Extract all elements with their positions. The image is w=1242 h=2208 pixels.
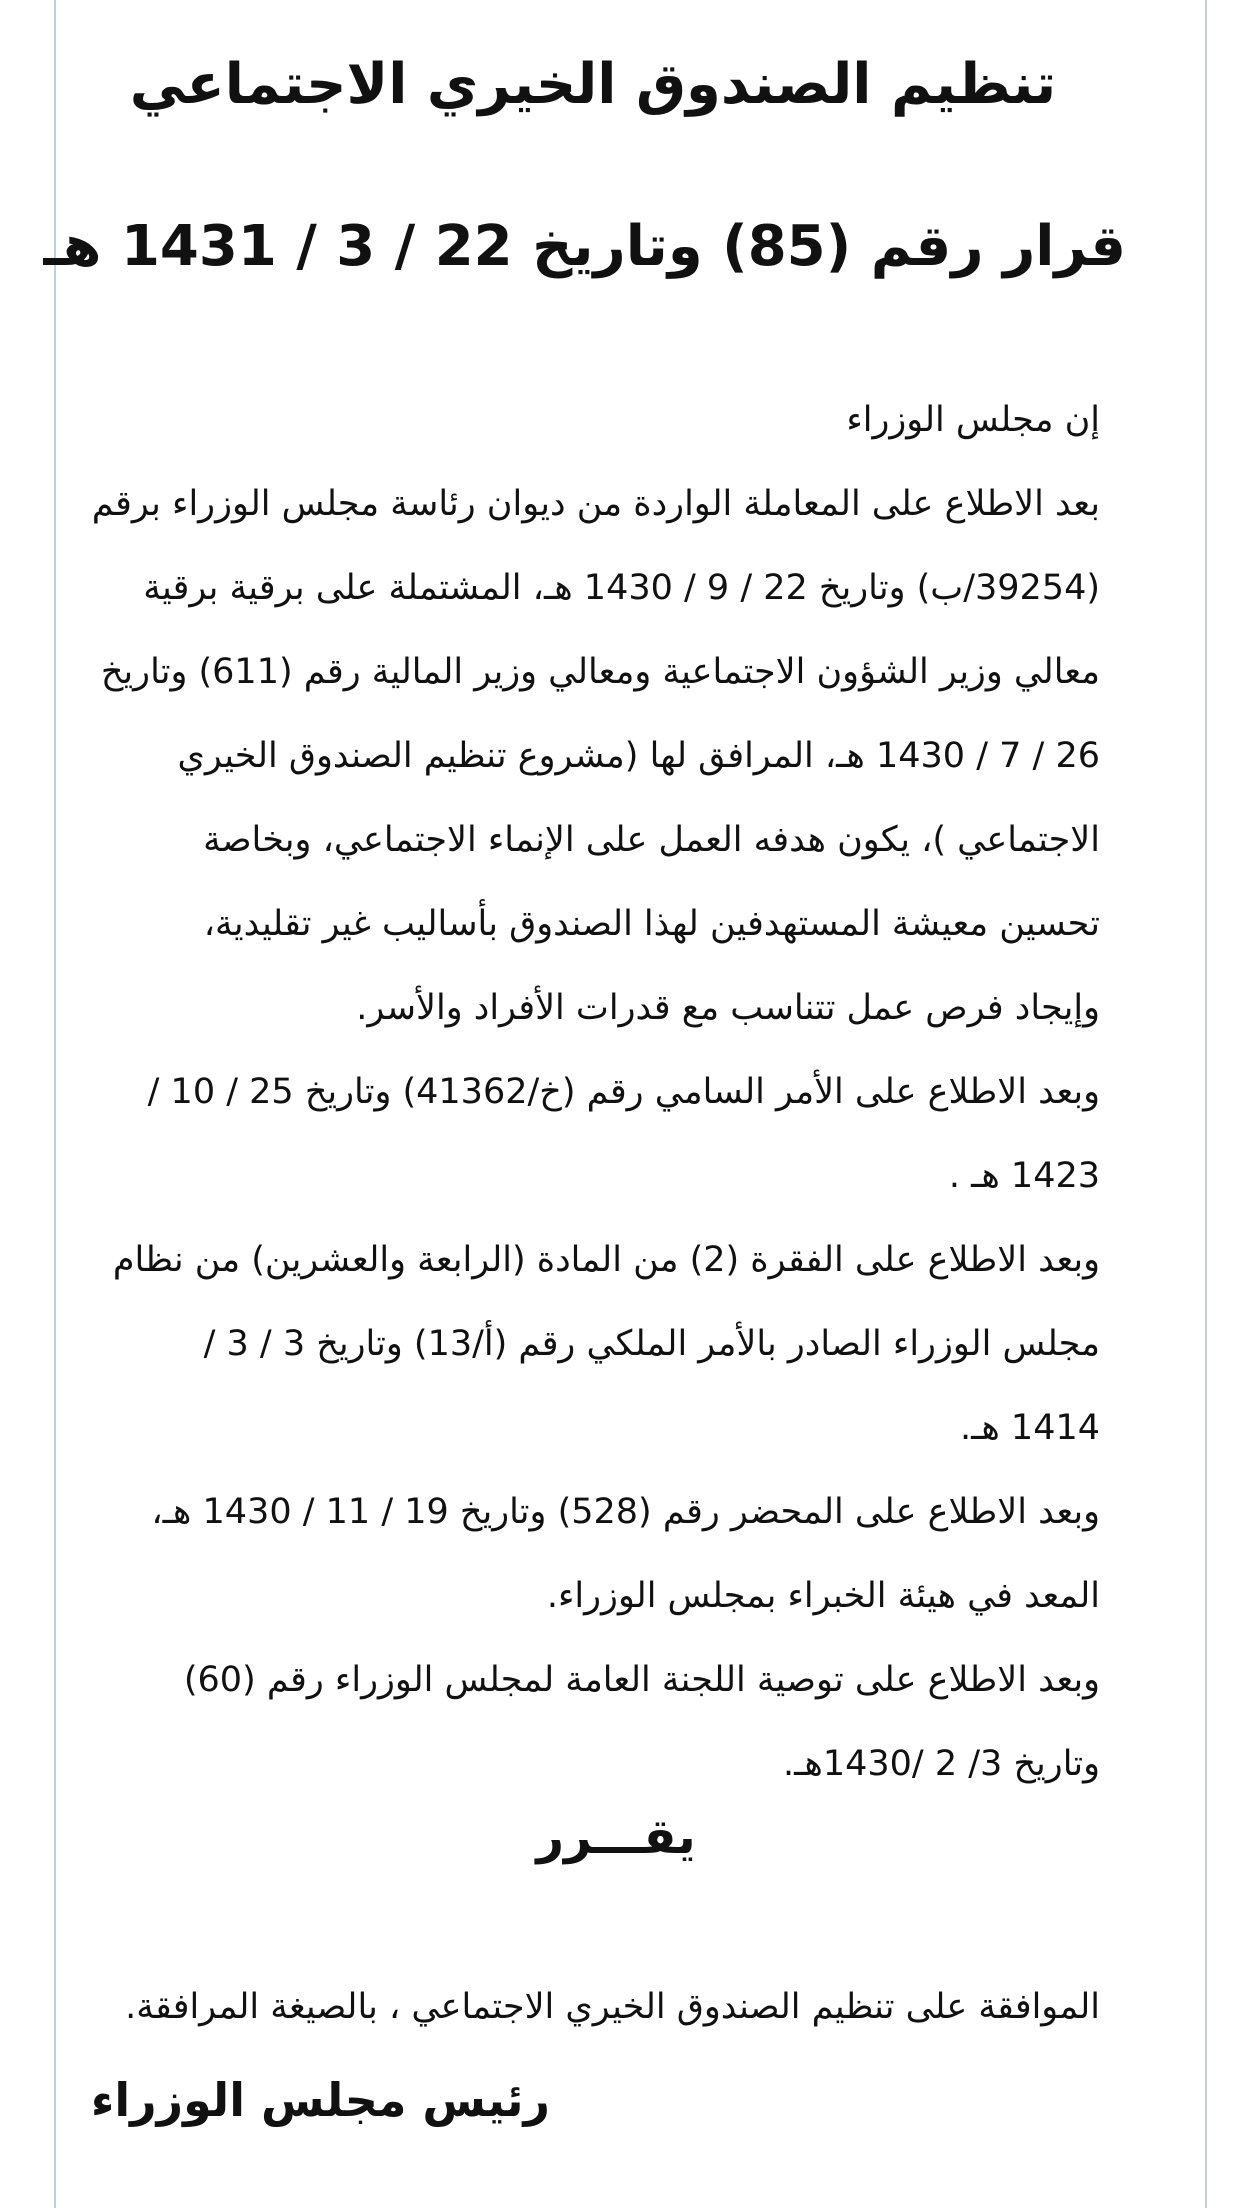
document-body xyxy=(50,378,1100,1806)
body-line: 26 / 7 / 1430 هـ، المرافق لها (مشروع تنظيم الصندوق الخيري xyxy=(177,736,1100,776)
body-line: وتاريخ 3/ 2 /1430هـ. xyxy=(783,1744,1100,1784)
resolve-heading: يقـــرر xyxy=(536,1809,696,1865)
body-line: مجلس الوزراء الصادر بالأمر الملكي رقم (أ/13) وتاريخ 3 / 3 / xyxy=(203,1324,1100,1364)
body-line: (39254/ب) وتاريخ 22 / 9 / 1430 هـ، المشتملة على برقية برقية xyxy=(143,568,1100,608)
body-line: وإيجاد فرص عمل تتناسب مع قدرات الأفراد والأسر. xyxy=(356,988,1100,1028)
signature: رئيس مجلس الوزراء xyxy=(90,2073,550,2127)
body-line: 1423 هـ . xyxy=(948,1156,1100,1196)
body-line: وبعد الاطلاع على الأمر السامي رقم (خ/41362) وتاريخ 25 / 10 / xyxy=(147,1072,1100,1112)
document-page xyxy=(43,0,1176,2208)
document-title: تنظيم الصندوق الخيري الاجتماعي xyxy=(129,52,1057,117)
approval-text: الموافقة على تنظيم الصندوق الخيري الاجتماعي ، بالصيغة المرافقة. xyxy=(125,1987,1100,2027)
body-line: 1414 هـ. xyxy=(959,1408,1100,1448)
right-margin-rule xyxy=(1205,0,1207,2208)
body-line: وبعد الاطلاع على توصية اللجنة العامة لمجلس الوزراء رقم (60) xyxy=(183,1660,1100,1700)
body-line: إن مجلس الوزراء xyxy=(846,400,1100,440)
body-line: وبعد الاطلاع على الفقرة (2) من المادة (الرابعة والعشرين) من نظام xyxy=(112,1240,1100,1280)
body-line: المعد في هيئة الخبراء بمجلس الوزراء. xyxy=(546,1576,1100,1616)
body-line: وبعد الاطلاع على المحضر رقم (528) وتاريخ 19 / 11 / 1430 هـ، xyxy=(151,1492,1100,1532)
decision-heading: قرار رقم (85) وتاريخ 22 / 3 / 1431 هـ xyxy=(43,214,1126,279)
body-line: معالي وزير الشؤون الاجتماعية ومعالي وزير المالية رقم (611) وتاريخ xyxy=(100,652,1100,692)
body-line: الاجتماعي )، يكون هدفه العمل على الإنماء الاجتماعي، وبخاصة xyxy=(203,820,1100,860)
body-line: تحسين معيشة المستهدفين لهذا الصندوق بأساليب غير تقليدية، xyxy=(203,904,1100,944)
body-line: بعد الاطلاع على المعاملة الواردة من ديوان رئاسة مجلس الوزراء برقم xyxy=(91,484,1100,524)
